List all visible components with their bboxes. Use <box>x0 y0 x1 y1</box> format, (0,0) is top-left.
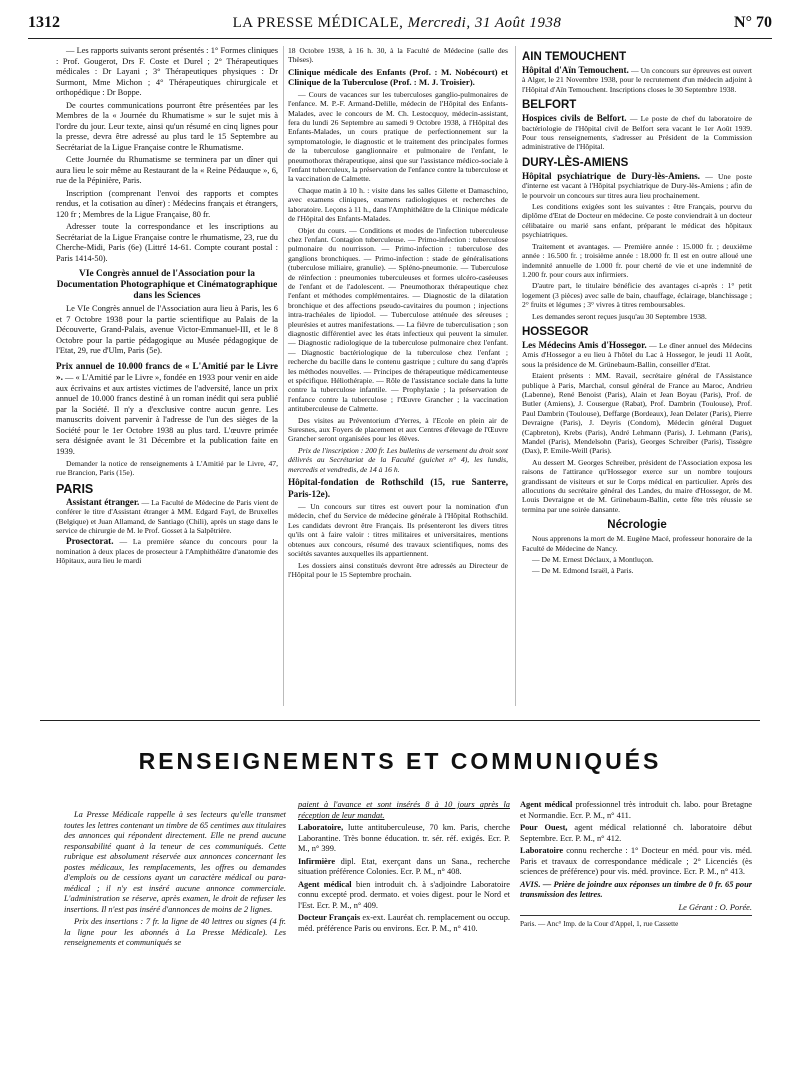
column-3 <box>522 46 752 706</box>
paragraph: Les conditions exigées sont les suivantes : être Français, pourvu du diplôme d'Etat de Docteur en médecine. Ce poste conviendrait à un docteur célibataire ou marié sans enfant, préparant le médicat des hôpitaux psychiatriques. <box>522 202 752 240</box>
paragraph: Au dessert M. Georges Schreiber, président de l'Association exposa les raisons de l'attirance qu'Hossegor exerce sur un nombre toujours grandissant de visiteurs et sur le Corps médical en particulier. Après des allocutions du secrétaire général des Landes, du maire d'Hossegor, de M. Louis Devraigne et de M. Grünebaum-Ballin, cette fête très réussie se termina par une soirée dansante. <box>522 457 752 514</box>
classified-ad <box>520 823 752 844</box>
ad-lead: Docteur Français <box>298 913 361 922</box>
paragraph: — Un concours sur titres est ouvert pour la nomination d'un médecin, chef du Service de médecine générale à l'Hôpital Rothschild. Les candidats devront être Français. Ils présenteront les divers titres qu'ils ont à faire valoir : titres militaires et universitaires, mentions obtenues aux concours, résumé des travaux scientifiques, noms des sociétés savantes auxquelles ils appartiennent. <box>288 502 508 559</box>
classified-ads <box>298 823 510 934</box>
page-header <box>28 14 772 39</box>
ad-lead: Pour Ouest, <box>520 823 568 832</box>
ad-text: lutte antituberculeuse, 70 km. Paris, cherche Laborantine. Très bonne éducation. tr. sér. réf. exigés. Ecr. P. M., n° 399. <box>298 823 510 853</box>
ad-text: connu recherche : 1° Docteur en méd. pour vis. méd. Paris et travaux de correspondance médicale ; 2° Licenciés (ès sciences de préférence) pour vis. méd. province. Ecr. P. M., n° 413. <box>520 846 752 876</box>
dury-heading: Hôpital psychiatrique de Dury-lès-Amiens. <box>522 170 700 181</box>
clinique-heading: Clinique médicale des Enfants (Prof. : M. Nobécourt) et Clinique de la Tuberculose (Prof. : M. J. Troisier). <box>288 66 508 88</box>
paragraph: Le VIe Congrès annuel de l'Association aura lieu à Paris, les 6 et 7 Octobre 1938 pour la partie scientifique au Palais de la Découverte, Grand-Palais, avenue Victor-Emmanuel-III, et le 8 Octobre pour la partie pédagogique au Musée pédagogique de l'Etat, 29, rue d'Ulm, Paris (5e). <box>56 304 278 355</box>
paragraph: Cette Journée du Rhumatisme se terminera par un dîner qui aura lieu le soir même au Restaurant de la « Reine Pédauque », 6, rue de la Pépinière, Paris. <box>56 155 278 185</box>
paragraph: Prix de l'inscription : 200 fr. Les bulletins de versement du droit sont délivrés au Secrétariat de la Faculté (guichet n° 4), les lundis, mercredis et vendredis, de 14 à 16 h. <box>288 445 508 474</box>
rothschild-paragraph <box>288 477 508 500</box>
paragraph: D'autre part, le titulaire bénéficie des avantages ci-après : 1° petit logement (3 pièces) avec salle de bain, chauffage, éclairage, blanchissage ; 2° fruits et légumes ; 3° vivres à titres remboursables. <box>522 281 752 310</box>
paragraph: Demander la notice de renseignements à L'Amitié par le Livre, 47, rue Brancion, Paris (15e). <box>56 459 278 478</box>
paragraph: Inscription (comprenant l'envoi des rapports et comptes rendus, et la cotisation au dîner) : Médecins français et étrangers, 120 fr ; Membres de la Ligue Française, 80 fr. <box>56 188 278 219</box>
column-2 <box>288 46 508 706</box>
avis-notice: AVIS. — Prière de joindre aux réponses un timbre de 0 fr. 65 pour transmission des lettres. <box>520 879 752 899</box>
section-divider <box>40 720 760 721</box>
paragraph: Chaque matin à 10 h. : visite dans les salles Gilette et Damaschino, avec examens cliniques, examens radiologiques et recherches de laboratoire. Leçons à 11 h., dans l'Amphithéâtre de la Clinique médicale de l'Hôpital des Enfants-Malades. <box>288 185 508 224</box>
classified-ad <box>298 857 510 878</box>
classified-ad <box>298 823 510 855</box>
assistant-text: — La Faculté de Médecine de Paris vient de conférer le titre d'Assistant étranger à MM. Edgard Fayl, de Bruxelles (Belgique) et Juan Allamand, de Santiago (Chili), après un stage dans le service de chirurgie de M. le Prof. Gosset à la Salpêtrière. <box>56 497 279 536</box>
prosectorat-text: — La première séance du concours pour la nomination à deux places de prosecteur à l'Amphithéâtre d'anatomie des Hôpitaux, aura lieu le mardi <box>56 537 278 566</box>
page-number: 1312 <box>28 14 60 31</box>
ad-lead: Infirmière <box>298 856 336 866</box>
ad-text: ex-ext. Lauréat ch. remplacement ou occup. méd. préférence Paris ou environs. Ecr. P. M., n° 410. <box>298 913 510 933</box>
classified-ad <box>298 880 510 912</box>
ad-lead: Agent médical <box>298 879 352 889</box>
belfort-text: — Le poste de chef du laboratoire de bactériologie de l'Hôpital civil de Belfort sera vacant le 1er Août 1939. Pour tous renseignements, s'adresser au Président de la Commission administrative de l'Hôpital. <box>522 114 752 152</box>
classified-ad <box>520 846 752 878</box>
bottom-column-1 <box>64 810 286 1068</box>
ad-text: agent médical relationné ch. laboratoire début Septembre. Ecr. P. M., n° 412. <box>520 823 752 843</box>
belfort-heading: Hospices civils de Belfort. <box>522 113 627 124</box>
paragraph: Adresser toute la correspondance et les inscriptions au Secrétariat de la Ligue Française contre le rhumatisme, 23, rue du Cherche-Midi, Paris (6e) (Littré 14-61. Compte courant postal : Paris 1414-50). <box>56 222 278 263</box>
paragraph: — Cours de vacances sur les tuberculoses ganglio-pulmonaires de l'enfance. M. P.-F. Armand-Delille, médecin de l'Hôpital des Enfants-Malades, avec le concours de M. Ch. Lestocquoy, médecin-assistant, fera du lundi 26 Septembre au samedi 9 Octobre 1938, à l'Hôpital des Enfants-Malades, un cours pratique de perfectionnement sur la symptomatologie, le diagnostic et le traitement des principales formes de la tuberculose ganglionnaire et pulmonaire de l'enfant, le pneumothorax thérapeutique, ainsi que sur l'assistance médico-sociale à l'enfant tuberculeux, la préservation de l'enfance contre la tuberculose et la vaccination de Calmette. <box>288 89 508 184</box>
masthead-title: LA PRESSE MÉDICALE, <box>232 15 404 31</box>
paragraph: Les dossiers ainsi constitués devront être adressés au Directeur de l'Hôpital pour le 15 Septembre prochain. <box>288 560 508 579</box>
intro-paragraph: La Presse Médicale rappelle à ses lecteurs qu'elle transmet toutes les lettres contenant un timbre de 65 centimes aux titulaires des annonces qui répondent directement. Elle ne prend aucune responsabilité quant à la teneur de ces communiqués. Cette rubrique est absolument réservée aux annonces concernant les postes médicaux, les remplacements, les offres ou demandes d'emplois ou de cessions ayant un caractère médical ou para-médical ; il n'y est inséré aucune annonce commerciale. L'administration se réserve, après examen, le droit de refuser les insertions. Il n'est pas inséré d'annonces de moins de 2 lignes. <box>64 810 286 914</box>
bottom-column-3 <box>520 800 752 1068</box>
prix-heading: Prix annuel de 10.000 francs de « L'Amitié par le Livre ». <box>56 360 278 382</box>
masthead-date: Mercredi, 31 Août 1938 <box>407 15 562 31</box>
ad-text: bien introduit ch. à s'adjoindre Laboratoire connu excepté prod. dermato. et voies digest. pour le Nord et l'Est. Ecr. P. M., n° 409. <box>298 879 511 910</box>
ad-lead: Agent médical <box>520 800 573 809</box>
hossegor-paragraph <box>522 341 752 369</box>
paragraph: — Les rapports suivants seront présentés : 1° Formes cliniques : Prof. Gougerot, Drs F. Coste et Durel ; 2° Thérapeutiques médicales : Dr Layani ; 3° Thérapeutiques physiques : Dr Surmont, Mme Michon ; 4° Thérapeutiques chirurgicale et orthopédique : Dr Boppe. <box>56 46 278 97</box>
column-divider <box>515 46 516 706</box>
column-divider <box>283 46 284 706</box>
section-heading-belfort: BELFORT <box>522 99 577 112</box>
classified-ad <box>520 800 752 821</box>
payment-note: paient à l'avance et sont insérés 8 à 10 jours après la réception de leur mandat. <box>298 800 510 820</box>
assistant-heading: Assistant étranger. <box>66 496 140 507</box>
ain-heading: Hôpital d'Aïn Temouchent. <box>522 65 629 75</box>
paragraph: Objet du cours. — Conditions et modes de l'infection tuberculeuse chez l'enfant. Contagion tuberculeuse. — Primo-infection : tuberculose pulmonaire du nourrisson. — Primo-infection : tuberculose des ganglions bronchiques. — Primo-infection : stade de généralisations (tuberculose miliaire, granulie). — Spléno-pneumonie. — Tuberculose de réinfection : pneumonies tuberculeuses et formes ulcéro-caséeuses de l'enfant et de l'adolescent. — Pneumothorax thérapeutique chez l'enfant et méthodes complémentaires. — Diagnostic de la dilatation bronchique et des affections pseudo-cavitaires du poumon ; injections intra-trachéales de lipiodol. — Tuberculose atténuée des séreuses ; pleurésies et autres manifestations. — La fièvre de tuberculisation ; son diagnostic différentiel avec les états infectieux qui peuvent la simuler. — Diagnostic radiologique de la tuberculose pulmonaire chez l'enfant. — Diagnostic bactériologique de la tuberculose chez l'enfant ; recherche du bacille dans le contenu gastrique ; culture du sang d'après les méthodes nouvelles. — Principes de thérapeutique médicamenteuse et spécifique. Héliothérapie. — Rôle de l'assistance sociale dans la lutte contre la tuberculose infantile. — Prophylaxie ; la préservation de l'enfance contre la tuberculose ; l'Œuvre Grancher ; la vaccination antituberculeuse de Calmette. <box>288 225 508 414</box>
rothschild-heading: Hôpital-fondation de Rothschild (15, rue Santerre, Paris-12e). <box>288 477 508 499</box>
renseignements-heading: RENSEIGNEMENTS ET COMMUNIQUÉS <box>138 748 662 774</box>
dury-text: — Une poste d'interne est vacant à l'Hôpital psychiatrique de Dury-lès-Amiens ; afin de le pourvoir un concours sur titres aura lieu prochainement. <box>522 171 752 200</box>
bottom-column-2 <box>298 800 510 1068</box>
paragraph: Des visites au Préventorium d'Yerres, à l'Ecole en plein air de Suresnes, aux Foyers de placement et aux Centres d'élevage de l'Œuvre Grancher seront organisées pour les élèves. <box>288 415 508 444</box>
ain-paragraph <box>522 66 752 94</box>
hossegor-text: — Le dîner annuel des Médecins Amis d'Hossegor a eu lieu à l'hôtel du Lac à Hossegor, le jeudi 11 Août, sous la présidence de M. Grünebaum-Ballin, conseiller d'Etat. <box>522 340 752 369</box>
paragraph: Etaient présents : MM. Ravail, secrétaire général de l'Assistance publique à Paris, Marchal, consul général de France au Maroc, Andrieu (Labenne), René Benoist (Paris), Alain et Jean Boyau (Paris), Prof. de Butler (Amiens), J. Cousergue (Rabat), Prof. Dambrin (Toulouse), Prof. Paul Dambrin (Toulouse), Deffarge (Bordeaux), Jean Delater (Paris), Pierre Devraigne (Paris), J. Deyris (Condom), Médecin général Duguet (Capbreton), Krebs (Paris), André Lehmann (Paris), J. Lehmann (Paris), Mandel (Paris), Mendelsohn (Paris), Georges Schreiber (Paris), Tissègre (Dax), P. Emile-Weill (Paris). <box>522 371 752 456</box>
paragraph: Nous apprenons la mort de M. Eugène Macé, professeur honoraire de la Faculté de Médecine de Nancy. <box>522 534 752 553</box>
gerant-signature: Le Gérant : O. Porée. <box>678 902 752 912</box>
section-heading-dury: DURY-LÈS-AMIENS <box>522 156 629 169</box>
prix-paragraph <box>56 361 278 458</box>
section-heading-necrologie: Nécrologie <box>607 519 667 532</box>
printer-line: Paris. — Anc° Imp. de la Cour d'Appel, 1, rue Cassette <box>520 915 752 930</box>
belfort-paragraph <box>522 114 752 152</box>
column-1 <box>56 46 278 706</box>
issue-number: N° 70 <box>734 14 772 31</box>
ad-lead: Laboratoire <box>520 846 564 855</box>
section-heading-ain: AIN TEMOUCHENT <box>522 51 627 63</box>
prix-text: — « L'Amitié par le Livre », fondée en 1933 pour venir en aide aux écrivains et aux artistes victimes de l'adversité, lance un prix annuel de 10.000 francs destiné à un roman inédit qui sera publié par la Société. Il n'y a d'exclusive contre aucun genre. Les manuscrits doivent parvenir à l'adresse de l'un des sièges de la Société pour le 1er Octobre 1938 au plus tard. L'œuvre primée sera désignée avant le 31 Décembre et la publication faite en 1939. <box>56 373 278 456</box>
prix-insertions: Prix des insertions : 7 fr. la ligne de 40 lettres ou signes (4 fr. la ligne pour les abonnés à La Presse Médicale). Les renseignements et communiqués se <box>64 917 286 947</box>
masthead <box>233 15 562 32</box>
prosectorat-paragraph <box>56 537 278 565</box>
ain-text: — Un concours sur épreuves est ouvert à Alger, le 21 Novembre 1938, pour le recrutement d'un médecin adjoint à l'Hôpital d'Aïn Temouchent. Inscriptions closes le 30 Septembre 1938. <box>522 66 752 94</box>
assistant-paragraph <box>56 498 278 536</box>
ad-text: professionnel très introduit ch. labo. pour Bretagne et Normandie. Ecr. P. M., n° 411. <box>520 800 753 820</box>
paragraph: Traitement et avantages. — Première année : 15.000 fr. ; deuxième année : 16.500 fr. ; troisième année : 18.000 fr. Il est en outre alloué une indemnité annuelle de 1.000 fr. pour cherté de vie et une indemnité de 1.200 fr. pour cours aux infirmiers. <box>522 241 752 279</box>
ad-lead: Laboratoire, <box>298 823 344 832</box>
classified-ad <box>298 913 510 934</box>
section-heading-hossegor: HOSSEGOR <box>522 325 589 338</box>
paragraph: — De M. Edmond Israël, à Paris. <box>532 566 634 576</box>
paragraph: — De M. Ernest Déclaux, à Montluçon. <box>532 555 654 565</box>
ad-text: dipl. Etat, exerçant dans un Sana., recherche situation préférence Colonies. Ecr. P. M., n° 408. <box>298 856 511 876</box>
paragraph: De courtes communications pourront être présentées par les Membres de la « Journée du Rhumatisme » sur le sujet mis à l'ordre du jour. Leur texte, ainsi qu'un résumé en cinq lignes pour la presse, devra être adressé au plus tard le 15 Septembre au Secrétariat de la Ligue Française contre le Rhumatisme. <box>56 100 278 152</box>
paragraph: 18 Octobre 1938, à 16 h. 30, à la Faculté de Médecine (salle des Thèses). <box>288 46 508 65</box>
dury-paragraph <box>522 172 752 200</box>
hossegor-heading: Les Médecins Amis d'Hossegor. <box>522 339 647 350</box>
classified-ads <box>520 800 752 878</box>
paragraph: Les demandes seront reçues jusqu'au 30 Septembre 1938. <box>532 311 707 321</box>
congres-heading: VIe Congrès annuel de l'Association pour la Documentation Photographique et Cinématographique dans les Sciences <box>56 269 278 301</box>
prosectorat-heading: Prosectorat. <box>66 536 114 547</box>
section-heading-paris: PARIS <box>56 481 94 496</box>
